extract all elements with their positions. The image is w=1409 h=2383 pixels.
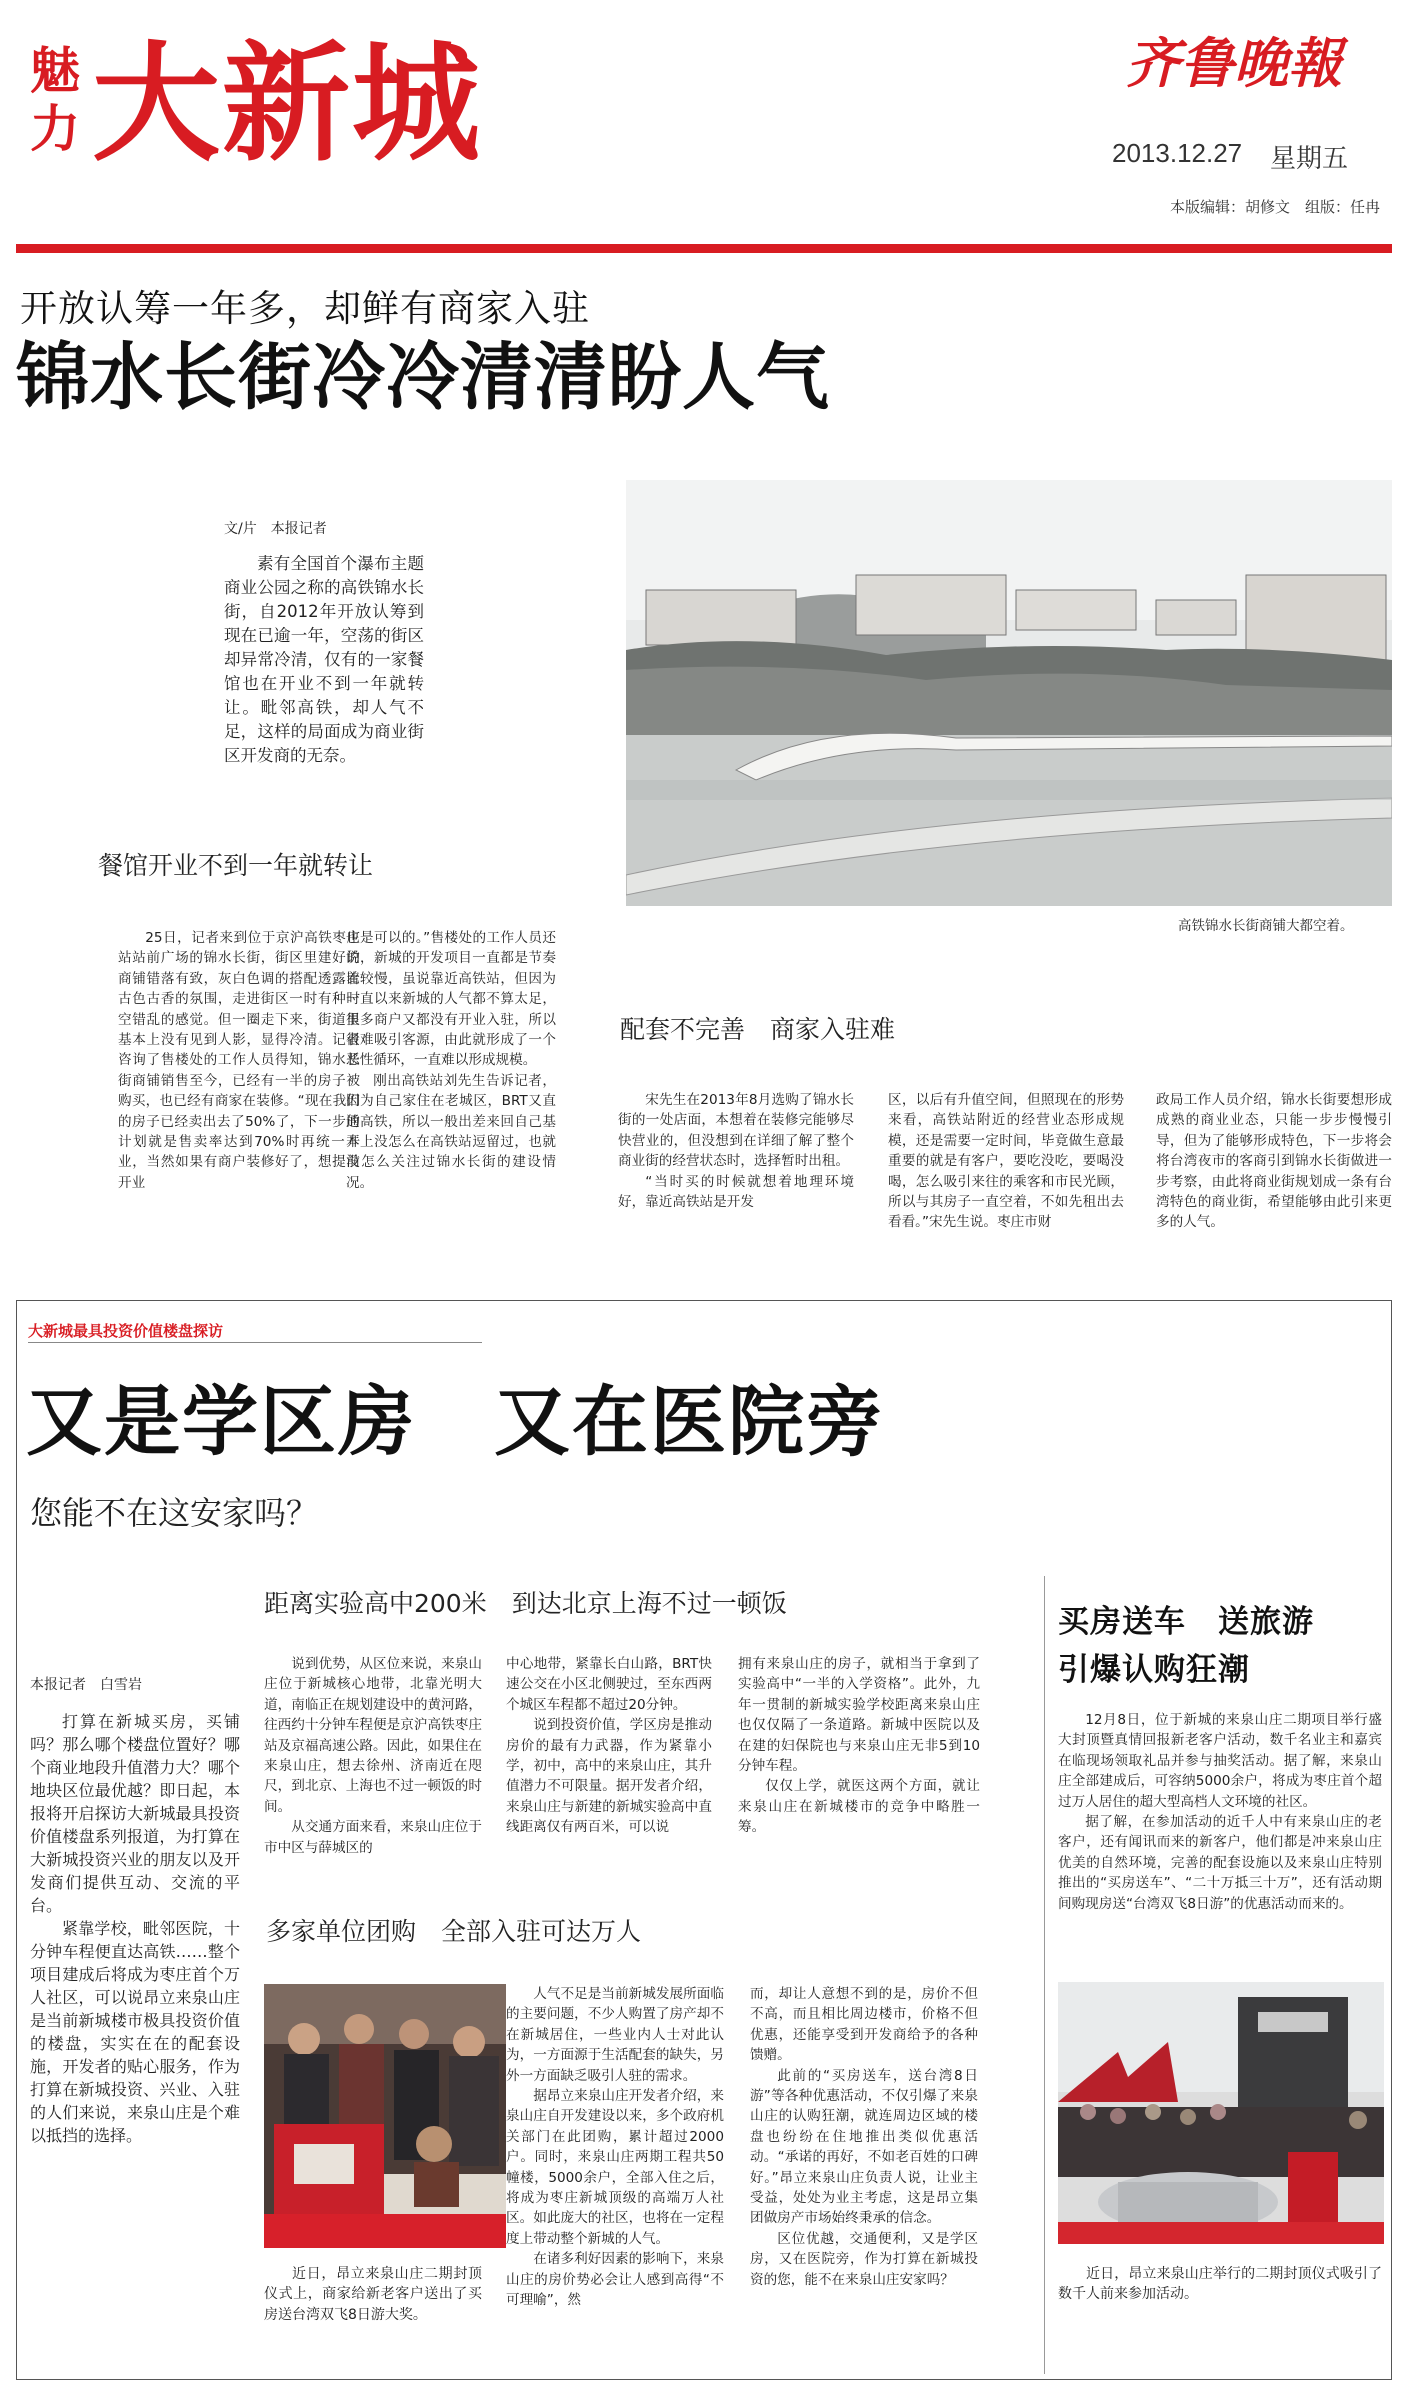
article2-m1 xyxy=(506,1984,724,2311)
article1-lead xyxy=(224,552,424,768)
article2-c2-text: 中心地带，紧靠长白山路，BRT快速公交在小区北侧驶过，至东西两个城区车程都不超过20分钟。 xyxy=(506,1656,712,1713)
article2-m2 xyxy=(750,1984,978,2290)
article2-c1 xyxy=(264,1654,482,1858)
ceremony-photo-caption xyxy=(1058,2264,1382,2305)
article2-m1c-text: 在诸多利好因素的影响下，来泉山庄的房价势必会让人感到高得“不可理喻”，然 xyxy=(506,2251,724,2309)
article1-col2b-text: 刚出高铁站刘先生告诉记者，因为自己家住在老城区，BRT又直通高铁，所以一般出差来回自己基本上没怎么在高铁站逗留过，也就没怎么关注过锦水长街的建设情况。 xyxy=(346,1072,556,1191)
article2-lead1-text: 打算在新城买房，买铺吗？那么哪个楼盘位置好？哪个商业地段升值潜力大？哪个地块区位最优越？即日起，本报将开启探访大新城最具投资价值楼盘系列报道，为打算在大新城投资兴业的朋友以及开发商们提供互动、交流的平台。 xyxy=(30,1712,240,1915)
section-big-title: 大新城 xyxy=(92,30,483,179)
street-photo-caption: 高铁锦水长街商铺大都空着。 xyxy=(1178,918,1354,934)
sidebar-headline-1: 买房送车 送旅游 xyxy=(1058,1604,1314,1640)
masthead xyxy=(0,0,1409,258)
article1-col3b-text: “当时买的时候就想着地理环境好，靠近高铁站是开发 xyxy=(618,1173,854,1211)
sidebar-box xyxy=(1044,1576,1385,2374)
article2-c3b-text: 仅仅上学，就医这两个方面，就让来泉山庄在新城楼市的竞争中略胜一筹。 xyxy=(738,1778,980,1836)
ceremony-photo xyxy=(1058,1982,1384,2244)
paper-logo: 齐鲁晚報 xyxy=(1126,31,1342,95)
article2-c3-text: 拥有来泉山庄的房子，就相当于拿到了实验高中“一半的入学资格”。此外，九年一贯制的新城实验学校距离来泉山庄也仅仅隔了一条道路。新城中医院以及在建的妇保院也与来泉山庄无非5到10分钟车程。 xyxy=(738,1656,980,1775)
article2-m2b-text: 此前的“买房送车，送台湾8日游”等各种优惠活动，不仅引爆了来泉山庄的认购狂潮，就连周边区域的楼盘也纷纷在住地推出类似优惠活动。“承诺的再好，不如老百姓的口碑好。”昂立来泉山庄负责人说，让业主受益，处处为业主考虑，这是昂立集团做房产市场始终秉承的信念。 xyxy=(750,2067,978,2227)
article2-m1b-text: 据昂立来泉山庄开发者介绍，来泉山庄自开发建设以来，多个政府机关部门在此团购，累计超过2000户。同时，来泉山庄两期工程共50幢楼，5000余户，全部入住之后，将成为枣庄新城顶级的高端万人社区。如此庞大的社区，也将在一定程度上带动整个新城的人气。 xyxy=(506,2088,724,2247)
issue-weekday: 星期五 xyxy=(1270,144,1349,174)
article2-c2b-text: 说到投资价值，学区房是推动房价的最有力武器，作为紧靠小学，初中，高中的来泉山庄，其升值潜力不可限量。据开发者介绍，来泉山庄与新建的新城实验高中直线距离仅有两百米，可以说 xyxy=(506,1717,712,1836)
section-small-title: 魅力 xyxy=(30,42,80,158)
article2-subtitle: 您能不在这安家吗？ xyxy=(30,1494,319,1532)
sidebar-headline-2: 引爆认购狂潮 xyxy=(1058,1652,1250,1688)
article1-col2-text: 也是可以的。”售楼处的工作人员还说，新城的开发项目一直都是节奏比较慢，虽说靠近高铁站，但因为一直以来新城的人气都不算太足，很多商户又都没有开业入驻，所以很难吸引客源，由此就形成了一个恶性循环，一直难以形成规模。 xyxy=(346,930,556,1069)
article2-c1b-text: 从交通方面来看，来泉山庄位于市中区与薛城区的 xyxy=(264,1819,482,1856)
editor-credits: 本版编辑：胡修文 组版：任冉 xyxy=(1170,198,1381,216)
article1-col3-text: 宋先生在2013年8月选购了锦水长街的一处店面，本想着在装修完能够尽快营业的，但没想到在详细了解了整个商业街的经营状态时，选择暂时出租。 xyxy=(618,1092,854,1170)
article1-byline: 文/片 本报记者 xyxy=(224,521,327,537)
article2-subhead2: 多家单位团购 全部入驻可达万人 xyxy=(266,1917,642,1946)
article2-m1-text: 人气不足是当前新城发展所面临的主要问题，不少人购置了房产却不在新城居住，一些业内人士对此认为，一方面源于生活配套的缺失，另外一方面缺乏吸引人驻的需求。 xyxy=(506,1986,724,2084)
article1-kicker: 开放认筹一年多，却鲜有商家入驻 xyxy=(20,287,590,330)
article1-col2 xyxy=(346,928,556,1193)
article2-headline: 又是学区房 又在医院旁 xyxy=(26,1377,884,1466)
ceremony-crowd-image xyxy=(1058,1982,1384,2244)
article1-headline: 锦水长街冷冷清清盼人气 xyxy=(16,335,830,420)
issue-date: 2013.12.27 xyxy=(1112,138,1243,168)
article1-col4-text: 区，以后有升值空间，但照现在的形势来看，高铁站附近的经营业态形成规模，还是需要一定时间，毕竟做生意最重要的就是有客户，要吃没吃，要喝没喝，怎么吸引来往的乘客和市民光顾，所以与其房子一直空着，不如先租出去看看。”宋先生说。枣庄市财 xyxy=(888,1092,1124,1231)
article1-subhead2: 配套不完善 商家入驻难 xyxy=(620,1015,896,1044)
series-tag-text: 大新城最具投资价值楼盘探访 xyxy=(28,1322,224,1340)
waterfront-buildings-image xyxy=(626,480,1392,906)
signing-photo-caption xyxy=(264,2264,482,2325)
article2-lead xyxy=(30,1710,240,2147)
article1-col5-text: 政局工作人员介绍，锦水长街要想形成成熟的商业业态，只能一步步慢慢引导，但为了能够形成特色，下一步将会将台湾夜市的客商引到锦水长街做进一步考察，由此将商业街规划成一条有台湾特色的商业街，希望能够由此引来更多的人气。 xyxy=(1156,1092,1392,1231)
article1-lead-text: 素有全国首个瀑布主题商业公园之称的高铁锦水长街，自2012年开放认筹到现在已逾一年，空荡的街区却异常冷清，仅有的一家餐馆也在开业不到一年就转让。毗邻高铁，却人气不足，这样的局面成为商业街区开发商的无奈。 xyxy=(224,554,424,765)
article2-m2c-text: 区位优越，交通便利，又是学区房，又在医院旁，作为打算在新城投资的您，能不在来泉山庄安家吗？ xyxy=(750,2230,978,2288)
street-photo xyxy=(626,480,1392,906)
masthead-red-rule xyxy=(16,244,1392,253)
article2-byline: 本报记者 白雪岩 xyxy=(30,1677,142,1693)
article1-subhead1: 餐馆开业不到一年就转让 xyxy=(98,851,374,880)
article2-c1-text: 说到优势，从区位来说，来泉山庄位于新城核心地带，北靠光明大道，南临正在规划建设中的黄河路，往西约十分钟车程便是京沪高铁枣庄站及京福高速公路。因此，如果住在来泉山庄，想去徐州、济南近在咫尺，到北京、上海也不过一顿饭的时间。 xyxy=(264,1656,482,1815)
article1-col5 xyxy=(1156,1090,1392,1233)
article2-subhead1: 距离实验高中200米 到达北京上海不过一顿饭 xyxy=(264,1589,787,1618)
article2-lead2-text: 紧靠学校，毗邻医院，十分钟车程便直达高铁……整个项目建成后将成为枣庄首个万人社区，可以说昂立来泉山庄是当前新城楼市极具投资价值的楼盘，实实在在的配套设施，开发者的贴心服务，作为打算在新城投资、兴业、入驻的人们来说，来泉山庄是个难以抵挡的选择。 xyxy=(30,1919,240,2145)
signing-photo-caption-text: 近日，昂立来泉山庄二期封顶仪式上，商家给新老客户送出了买房送台湾双飞8日游大奖。 xyxy=(264,2266,482,2323)
article1-col1-text: 25日，记者来到位于京沪高铁枣庄站站前广场的锦水长街，街区里建好的商铺错落有致，灰白色调的搭配透露着古色古香的氛围，走进街区一时有种时空错乱的感觉。但一圈走下来，街道里基本上没有见到人影，显得冷清。记者咨询了售楼处的工作人员得知，锦水长街商铺销售至今，已经有一半的房子被购买，也已经有商家在装修。“现在我们的房子已经卖出去了50%了，下一步的计划就是售卖率达到70%时再统一开业，当然如果有商户装修好了，想提前开业 xyxy=(118,930,360,1191)
sidebar-text xyxy=(1058,1710,1382,1914)
article1-col1 xyxy=(118,928,360,1193)
series-tag xyxy=(28,1320,482,1343)
sidebar-text-2: 据了解，在参加活动的近千人中有来泉山庄的老客户，还有闻讯而来的新客户，他们都是冲来泉山庄优美的自然环境，完善的配套设施以及来泉山庄特别推出的“买房送车”、“二十万抵三十万”，还有活动期间购现房送“台湾双飞8日游”的优惠活动而来的。 xyxy=(1058,1814,1382,1912)
crowd-signing-image xyxy=(264,1984,506,2248)
article2-c3 xyxy=(738,1654,980,1838)
article1-col3 xyxy=(618,1090,854,1212)
article2-m2-text: 而，却让人意想不到的是，房价不但不高，而且相比周边楼市，价格不但优惠，还能享受到开发商给予的各种馈赠。 xyxy=(750,1986,978,2064)
article2-c2 xyxy=(506,1654,712,1838)
article1-col4 xyxy=(888,1090,1124,1233)
ceremony-photo-caption-text: 近日，昂立来泉山庄举行的二期封顶仪式吸引了数千人前来参加活动。 xyxy=(1058,2266,1382,2303)
signing-photo xyxy=(264,1984,506,2248)
sidebar-text-1: 12月8日，位于新城的来泉山庄二期项目举行盛大封顶暨真情回报新老客户活动，数千名业主和嘉宾在临现场领取礼品并参与抽奖活动。据了解，来泉山庄全部建成后，可容纳5000余户，将成为枣庄首个超过万人居住的超大型高档人文环境的社区。 xyxy=(1058,1712,1382,1810)
